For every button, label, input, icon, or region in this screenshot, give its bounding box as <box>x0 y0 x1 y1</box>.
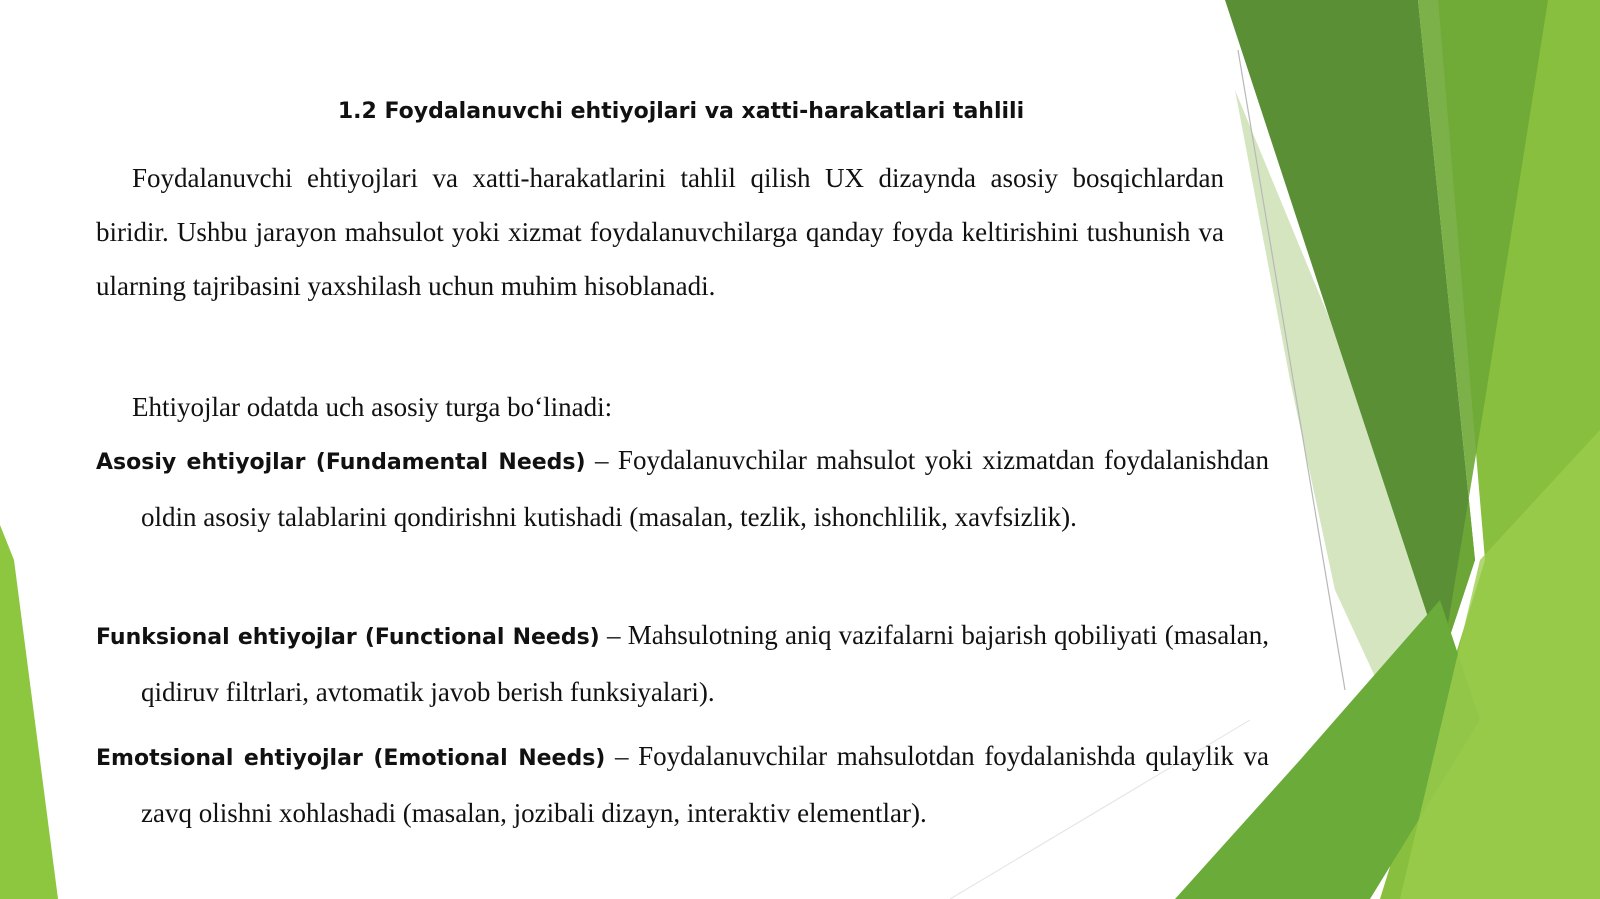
need-item-functional <box>96 608 1269 719</box>
need-item-emotional <box>96 729 1269 840</box>
need-item-fundamental <box>96 433 1269 544</box>
need-term: Funksional ehtiyojlar (Functional Needs) <box>96 625 600 650</box>
slide-title: 1.2 Foydalanuvchi ehtiyojlari va xatti-harakatlari tahlili <box>337 99 1025 124</box>
need-term: Emotsional ehtiyojlar (Emotional Needs) <box>96 746 606 771</box>
need-term: Asosiy ehtiyojlar (Fundamental Needs) <box>96 450 586 475</box>
need-description: – Foydalanuvchilar mahsulotdan foydalanishda qulaylik va zavq olishni xohlashadi (masalan, jozibali dizayn, interaktiv elementlar). <box>141 741 1269 828</box>
need-description: – Foydalanuvchilar mahsulot yoki xizmatdan foydalanishdan oldin asosiy talablarini qondirishni kutishadi (masalan, tezlik, ishonchlilik, xavfsizlik). <box>141 445 1270 532</box>
left-green-shape <box>0 525 58 899</box>
intro-paragraph: Foydalanuvchi ehtiyojlari va xatti-harakatlarini tahlil qilish UX dizaynda asosiy bosqichlardan biridir. Ushbu jarayon mahsulot yoki xizmat foydalanuvchilarga qanday foyda keltirishini tushunish va ularning tajribasini yaxshilash uchun muhim hisoblanadi. <box>96 163 1224 301</box>
lead-in-text: Ehtiyojlar odatda uch asosiy turga bo‘linadi: <box>132 392 613 422</box>
need-description: – Mahsulotning aniq vazifalarni bajarish qobiliyati (masalan, qidiruv filtrlari, avtomatik javob berish funksiyalari). <box>141 620 1269 707</box>
